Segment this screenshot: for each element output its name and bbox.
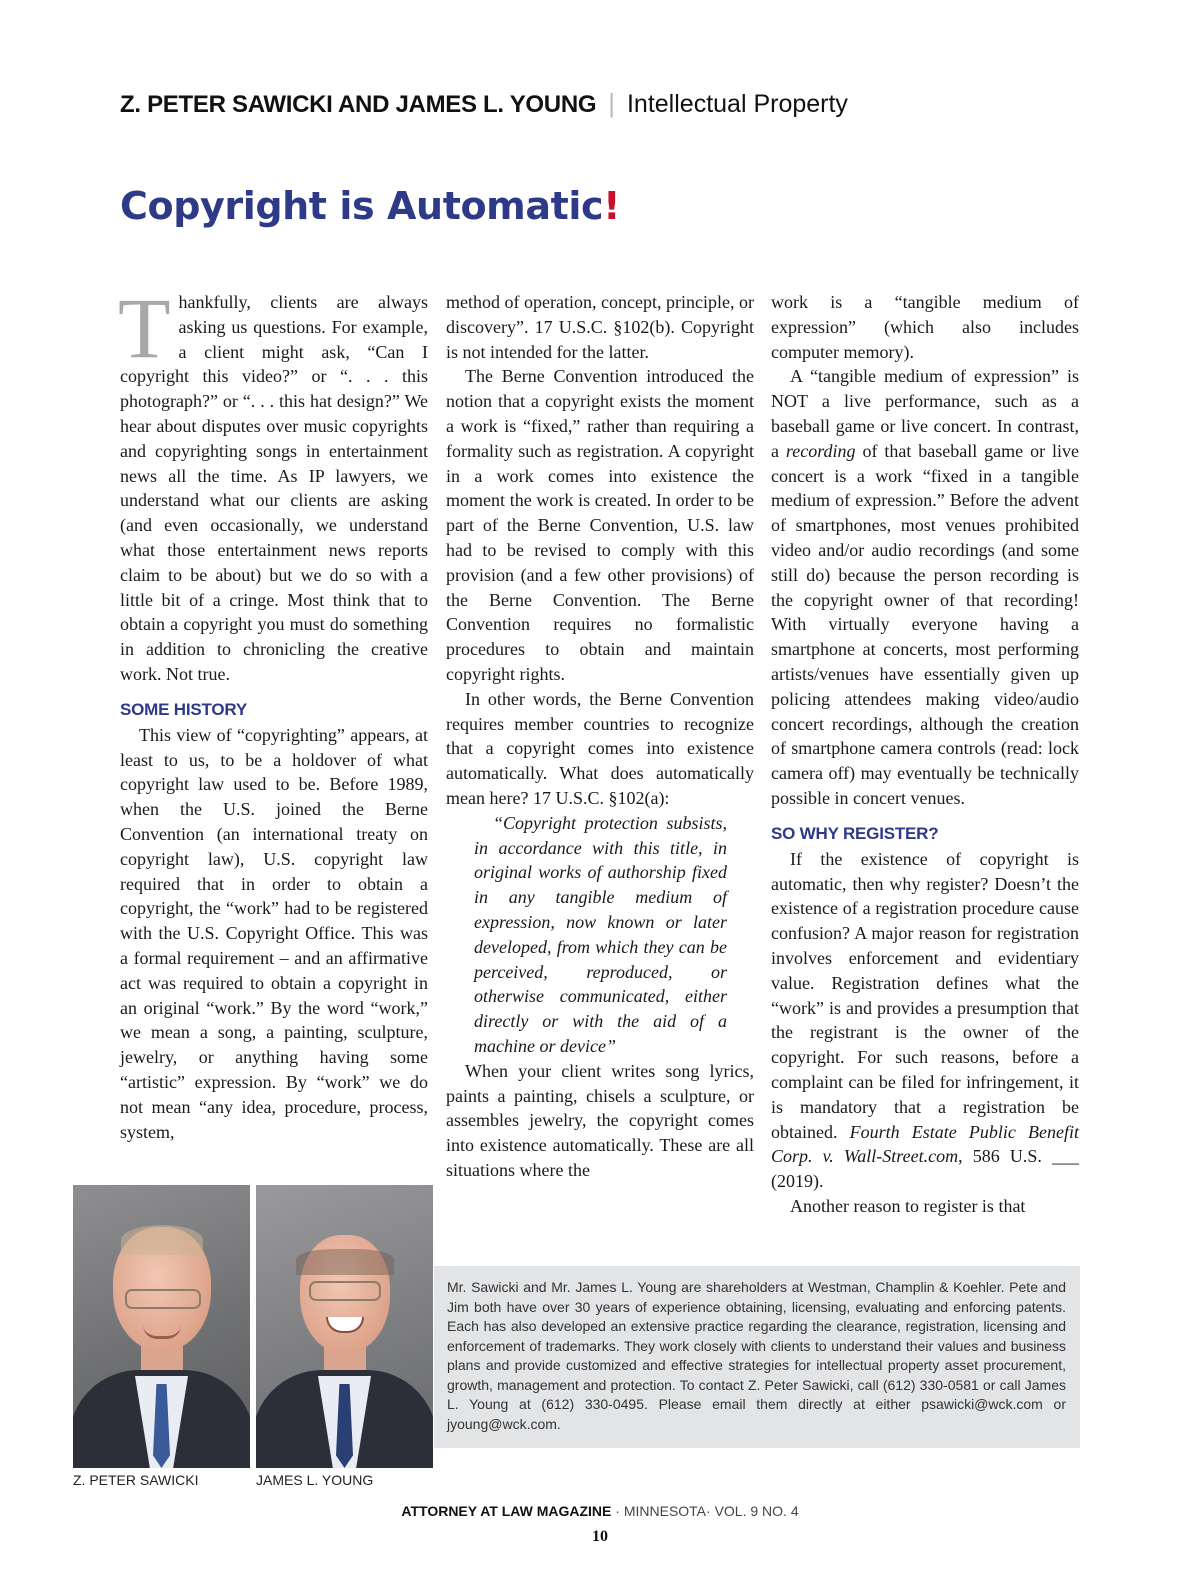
header-separator: | xyxy=(608,88,615,118)
footer-edition: · MINNESOTA· VOL. 9 NO. 4 xyxy=(611,1503,799,1519)
article-title-mark: ! xyxy=(603,184,621,228)
glasses-icon xyxy=(125,1289,201,1309)
glasses-icon xyxy=(309,1281,381,1301)
intro-paragraph xyxy=(118,280,428,687)
subhead-some-history: SOME HISTORY xyxy=(120,699,248,719)
tangible-rest: of that baseball game or live concert is a work “fixed in a tangible medium of expression.” Before the advent of smartphones, most venues prohibited video and/or audio recordings (and some still do) because the person recording is the copyright owner of that recording! With virtually everyone having a smartphone at concerts, most performing artists/venues have essentially given up policing attendees making video/audio concert recordings, although the creation of smartphone camera controls (read: lock camera off) may eventually be technically possible in concert venues. xyxy=(771,440,1079,808)
history-paragraph: This view of “copyrighting” appears, at least to us, to be a holdover of what copyright law used to be. Before 1989, when the U.S. joined the Berne Convention (an international treaty on copyright law), U.S. copyright law required that in order to obtain a copyright, the “work” had to be registered with the U.S. Copyright Office. This was a formal requirement – and an affirmative act was required to obtain a copyright in an original “work.” By the word “work,” we mean a song, a painting, sculpture, jewelry, or anything having some “artistic” expression. By “work” we do not mean “any idea, procedure, process, system, xyxy=(120,724,428,1142)
drop-cap: T xyxy=(118,280,171,376)
page-footer xyxy=(0,1503,1200,1519)
intro-text: hankfully, clients are always asking us questions. For example, a client might ask, “Can I copyright this video?” or “. . . this photograph?” or “. . . this hat design?” We hear about disputes over music copyrights and copyrighting songs in entertainment news all the time. As IP lawyers, we understand what our clients are asking (and even occasionally, we understand what those entertainment news reports claim to be about) but we do so with a little bit of a cringe. Most think that to obtain a copyright you must do something in addition to chronicling the creative work. Not true. xyxy=(120,292,428,684)
column-3 xyxy=(771,290,1079,1219)
tangible-emphasis: recording xyxy=(785,440,856,461)
statute-quote: “Copyright protection subsists, in accordance with this title, in original works of authorship fixed in any tangible medium of expression, now known or later developed, from which they can be perceived, reproduced, or otherwise communicated, either directly or with the aid of a machine or device” xyxy=(474,812,727,1056)
portrait-sawicki xyxy=(73,1185,250,1468)
caption-young: JAMES L. YOUNG xyxy=(256,1472,374,1488)
caption-sawicki: Z. PETER SAWICKI xyxy=(73,1472,199,1488)
subhead-why-register: SO WHY REGISTER? xyxy=(771,823,939,843)
col3-continuation: work is a “tangible medium of expression” (which also includes computer memory). xyxy=(771,292,1079,362)
page-header xyxy=(120,88,1080,128)
register-lead: If the existence of copyright is automatic, then why register? Doesn’t the existence of a registration procedure cause confusion? A major reason for registration involves enforcement and evidentiary value. Registration defines what the “work” is and provides a presumption that the registrant is the owner of the copyright. For such reasons, before a complaint can be filed for infringement, it is mandatory that a registration be obtained. xyxy=(771,848,1079,1142)
other-words-paragraph: In other words, the Berne Convention requires member countries to recognize that a copyright comes into existence automatically. What does automatically mean here? 17 U.S.C. §102(a): xyxy=(446,688,754,808)
author-bio-box: Mr. Sawicki and Mr. James L. Young are shareholders at Westman, Champlin & Koehler. Pete and Jim both have over 30 years of experience obtaining, licensing, evaluating and enforcing patents. Each has also developed an extensive practice regarding the clearance, registration, licensing and enforcement of trademarks. They work closely with clients to understand their values and business plans and provide customized and effective strategies for intellectual property asset procurement, growth, management and protection. To contact Z. Peter Sawicki, call (612) 330-0581 or call James L. Young at (612) 330-0495. Please email them directly at either psawicki@wck.com or jyoung@wck.com. xyxy=(434,1266,1080,1448)
footer-magazine: ATTORNEY AT LAW MAGAZINE xyxy=(401,1503,612,1519)
column-1 xyxy=(118,280,428,1144)
article-title-text: Copyright is Automatic xyxy=(120,184,604,228)
article-title xyxy=(120,184,620,228)
column-2 xyxy=(446,290,754,1183)
portrait-young xyxy=(256,1185,433,1468)
col2-continuation: method of operation, concept, principle, or discovery”. 17 U.S.C. §102(b). Copyright is not intended for the latter. xyxy=(446,292,754,362)
another-reason-paragraph: Another reason to register is that xyxy=(790,1195,1026,1216)
tangible-paragraph xyxy=(771,364,1079,810)
header-authors: Z. PETER SAWICKI AND JAMES L. YOUNG xyxy=(120,91,597,118)
page-number: 10 xyxy=(592,1528,608,1545)
tangible-lead: A “tangible medium of expression” is NOT a live performance, such as a baseball game or live concert. In contrast, a xyxy=(771,366,1079,461)
case-citation: , 586 U.S. ___ (2019). xyxy=(771,1146,1079,1192)
berne-paragraph: The Berne Convention introduced the notion that a copyright exists the moment a work is “fixed,” rather than requiring a formality such as registration. A copyright in a work comes into existence the moment the work is created. In order to be part of the Berne Convention, U.S. law had to be revised to comply with this provision (and a few other provisions) of the Berne Convention. The Berne Convention requires no formalistic procedures to obtain and maintain copyright rights. xyxy=(446,366,754,684)
register-paragraph xyxy=(771,847,1079,1194)
case-name: Fourth Estate Public Benefit Corp. v. Wall-Street.com xyxy=(771,1121,1079,1167)
client-paragraph: When your client writes song lyrics, paints a painting, chisels a sculpture, or assembles jewelry, the copyright comes into existence automatically. These are all situations where the xyxy=(446,1060,754,1180)
header-section: Intellectual Property xyxy=(626,90,848,118)
